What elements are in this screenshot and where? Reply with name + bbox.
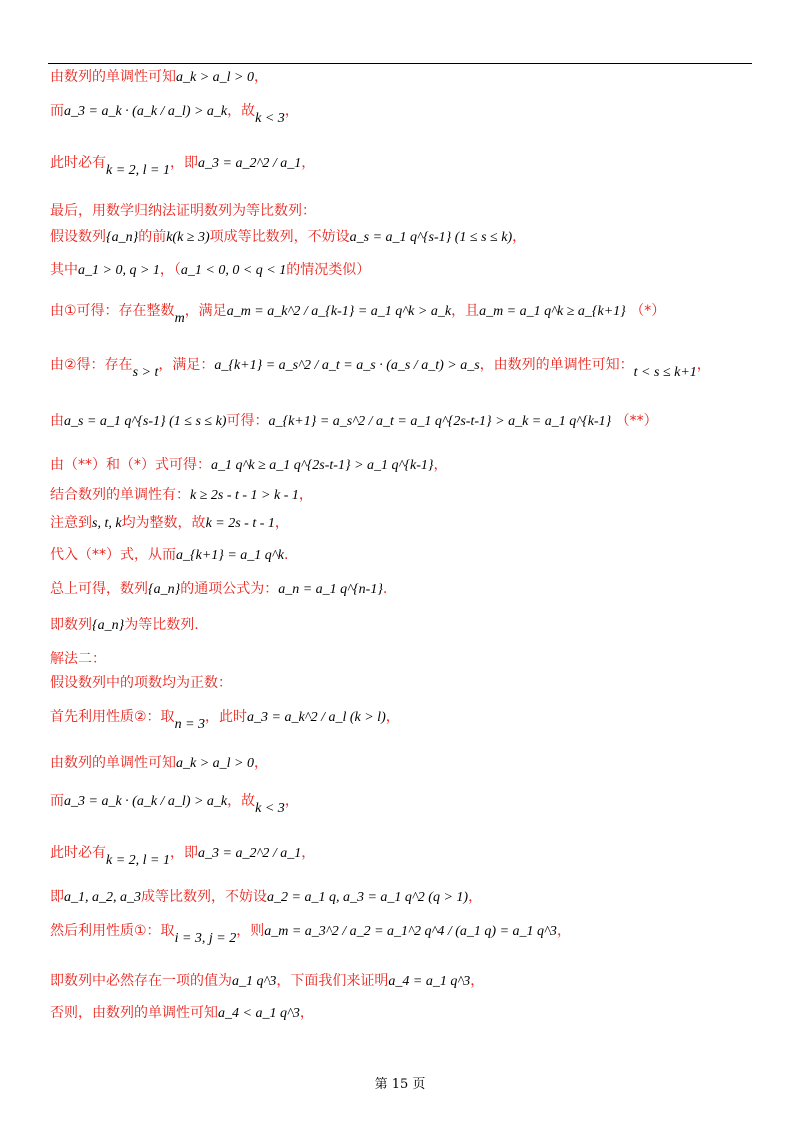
annotation-double-star: （**）: [615, 413, 658, 429]
math-expr: s > t: [132, 365, 159, 380]
text-line-5: 假设数列{a_n}的前k(k ≥ 3)项成等比数列，不妨设a_s = a_1 q^{s-1} (1 ≤ s ≤ k)，: [50, 229, 527, 245]
text-line-19: 由数列的单调性可知a_k > a_l > 0，: [50, 755, 268, 771]
math-expr: a_1 < 0, 0 < q < 1: [180, 263, 287, 278]
math-expr: k ≥ 2s - t - 1 > k - 1: [190, 488, 299, 503]
section-heading: 解法二：: [50, 651, 106, 667]
text-line-23: 然后利用性质①：取i = 3, j = 2，则a_m = a_3^2 / a_2 = a_1^2 q^4 / (a_1 q) = a_1 q^3，: [50, 923, 571, 946]
math-expr: a_1 q^3: [232, 974, 277, 989]
math-expr: m: [174, 311, 185, 326]
math-expr: n = 3: [174, 717, 206, 732]
text-line-6: 其中a_1 > 0, q > 1，（a_1 < 0, 0 < q < 1的情况类似）: [50, 262, 371, 278]
math-expr: a_n = a_1 q^{n-1}: [278, 582, 383, 597]
math-expr: a_{k+1} = a_s^2 / a_t = a_s · (a_s / a_t) > a_s: [214, 358, 480, 373]
math-expr: a_3 = a_k · (a_k / a_l) > a_k: [64, 794, 228, 809]
math-expr: a_3 = a_k^2 / a_l (k > l): [247, 710, 386, 725]
math-expr: k = 2, l = 1: [106, 163, 170, 178]
math-expr: k < 3: [255, 801, 285, 816]
text-line-21: 此时必有k = 2, l = 1，即a_3 = a_2^2 / a_1，: [50, 845, 316, 868]
math-expr: a_s = a_1 q^{s-1} (1 ≤ s ≤ k): [349, 230, 513, 245]
text-line-12: 注意到s, t, k均为整数，故k = 2s - t - 1，: [50, 515, 289, 531]
annotation-star: （*）: [630, 303, 666, 319]
header-rule: [48, 63, 752, 64]
math-expr: a_m = a_k^2 / a_{k-1} = a_1 q^k > a_k: [226, 304, 452, 319]
math-expr: a_k > a_l > 0: [176, 70, 254, 85]
text-line-16: [50, 648, 106, 668]
text-line-1: 由数列的单调性可知a_k > a_l > 0，: [50, 69, 268, 85]
math-expr: a_1 q^k ≥ a_1 q^{2s-t-1} > a_1 q^{k-1}: [211, 458, 434, 473]
text-line-22: 即a_1, a_2, a_3成等比数列，不妨设a_2 = a_1 q, a_3 = a_1 q^2 (q > 1)，: [50, 889, 483, 905]
text-line-10: 由（**）和（*）式可得：a_1 q^k ≥ a_1 q^{2s-t-1} > a_1 q^{k-1}，: [50, 457, 448, 473]
math-expr: a_4 = a_1 q^3: [388, 974, 471, 989]
math-expr: a_k > a_l > 0: [176, 756, 254, 771]
text-line-13: 代入（**）式，从而a_{k+1} = a_1 q^k.: [50, 547, 289, 563]
math-expr: k < 3: [255, 111, 285, 126]
math-expr: s, t, k: [92, 516, 122, 531]
math-expr: a_3 = a_k · (a_k / a_l) > a_k: [64, 104, 228, 119]
text-line-14: 总上可得，数列{a_n}的通项公式为：a_n = a_1 q^{n-1}.: [50, 581, 388, 597]
math-expr: a_2 = a_1 q, a_3 = a_1 q^2 (q > 1): [267, 890, 469, 905]
math-expr: a_{k+1} = a_s^2 / a_t = a_1 q^{2s-t-1} > a_k = a_1 q^{k-1}: [268, 414, 612, 429]
math-expr: a_{k+1} = a_1 q^k: [176, 548, 284, 563]
text-line-17: 假设数列中的项数均为正数：: [50, 675, 232, 691]
math-expr: a_1 > 0, q > 1: [78, 263, 160, 278]
text-line-7: 由①可得：存在整数m，满足a_m = a_k^2 / a_{k-1} = a_1 q^k > a_k，且a_m = a_1 q^k ≥ a_{k+1} （*）: [50, 303, 666, 326]
math-expr: a_4 < a_1 q^3: [218, 1006, 300, 1021]
text-line-25: 否则，由数列的单调性可知a_4 < a_1 q^3，: [50, 1005, 314, 1021]
text-line-20: 而a_3 = a_k · (a_k / a_l) > a_k，故k < 3，: [50, 793, 299, 816]
text-line-2: 而a_3 = a_k · (a_k / a_l) > a_k，故k < 3，: [50, 103, 299, 126]
text-line-8: 由②得：存在s > t，满足：a_{k+1} = a_s^2 / a_t = a_s · (a_s / a_t) > a_s，由数列的单调性可知：t < s ≤ k+1，: [50, 357, 711, 380]
math-expr: a_s = a_1 q^{s-1} (1 ≤ s ≤ k): [64, 414, 227, 429]
math-expr: t < s ≤ k+1: [633, 365, 697, 380]
math-expr: k(k ≥ 3): [166, 230, 210, 245]
math-expr: a_3 = a_2^2 / a_1: [198, 156, 302, 171]
math-expr: k = 2, l = 1: [106, 853, 170, 868]
math-expr: i = 3, j = 2: [174, 931, 237, 946]
math-expr: a_1, a_2, a_3: [64, 890, 141, 905]
math-expr: {a_n}: [92, 618, 125, 633]
text-line-18: 首先利用性质②：取n = 3，此时a_3 = a_k^2 / a_l (k > l)，: [50, 709, 400, 732]
page-number: 第 15 页: [374, 1077, 426, 1092]
math-expr: k = 2s - t - 1: [205, 516, 275, 531]
math-expr: a_m = a_3^2 / a_2 = a_1^2 q^4 / (a_1 q) = a_1 q^3: [264, 924, 557, 939]
text-line-4: 最后，用数学归纳法证明数列为等比数列：: [50, 203, 316, 219]
math-expr: a_3 = a_2^2 / a_1: [198, 846, 302, 861]
math-expr: {a_n}: [148, 582, 181, 597]
text-line-15: 即数列{a_n}为等比数列.: [50, 617, 199, 633]
text-line-3: 此时必有k = 2, l = 1，即a_3 = a_2^2 / a_1，: [50, 155, 316, 178]
text-line-24: 即数列中必然存在一项的值为a_1 q^3，下面我们来证明a_4 = a_1 q^3，: [50, 973, 485, 989]
text-line-9: 由a_s = a_1 q^{s-1} (1 ≤ s ≤ k)可得：a_{k+1} = a_s^2 / a_t = a_1 q^{2s-t-1} > a_k = a_1 q^{k-1} （**）: [50, 413, 658, 429]
text-line-11: 结合数列的单调性有：k ≥ 2s - t - 1 > k - 1，: [50, 487, 313, 503]
math-expr: a_m = a_1 q^k ≥ a_{k+1}: [479, 304, 626, 319]
math-expr: {a_n}: [106, 230, 139, 245]
